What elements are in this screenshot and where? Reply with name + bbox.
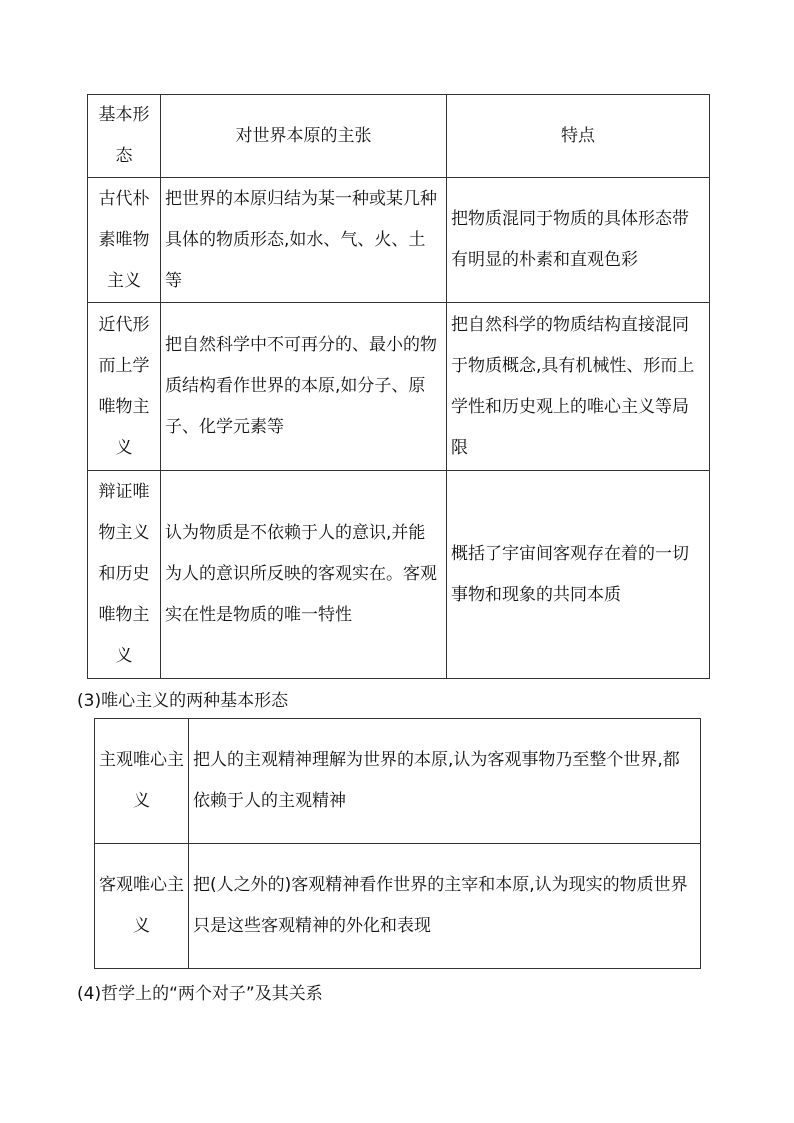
section-4-title: (4)哲学上的“两个对子”及其关系 <box>77 984 323 1004</box>
row-desc: 把人的主观精神理解为世界的本原,认为客观事物乃至整个世界,都依赖于人的主观精神 <box>189 719 701 844</box>
header-feature: 特点 <box>447 95 710 178</box>
table-header-row <box>88 95 710 178</box>
row-feature: 把自然科学的物质结构直接混同于物质概念,具有机械性、形而上学性和历史观上的唯心主义等局限 <box>447 303 710 471</box>
materialism-forms-table <box>87 94 710 679</box>
row-form: 主观唯心主义 <box>95 719 189 844</box>
row-form: 辩证唯物主义和历史唯物主义 <box>88 471 161 679</box>
row-feature: 概括了宇宙间客观存在着的一切事物和现象的共同本质 <box>447 471 710 679</box>
row-desc: 把(人之外的)客观精神看作世界的主宰和本原,认为现实的物质世界只是这些客观精神的外化和表现 <box>189 844 701 969</box>
idealism-forms-table <box>94 718 701 969</box>
header-claim: 对世界本原的主张 <box>161 95 447 178</box>
table-row <box>95 719 701 844</box>
table-row <box>95 844 701 969</box>
row-form: 客观唯心主义 <box>95 844 189 969</box>
table-row <box>88 303 710 471</box>
table-row <box>88 471 710 679</box>
row-claim: 把自然科学中不可再分的、最小的物质结构看作世界的本原,如分子、原子、化学元素等 <box>161 303 447 471</box>
row-form: 古代朴素唯物主义 <box>88 178 161 303</box>
table-row <box>88 178 710 303</box>
row-claim: 把世界的本原归结为某一种或某几种具体的物质形态,如水、气、火、土等 <box>161 178 447 303</box>
row-claim: 认为物质是不依赖于人的意识,并能为人的意识所反映的客观实在。客观实在性是物质的唯一特性 <box>161 471 447 679</box>
row-form: 近代形而上学唯物主义 <box>88 303 161 471</box>
row-feature: 把物质混同于物质的具体形态带有明显的朴素和直观色彩 <box>447 178 710 303</box>
section-3-title: (3)唯心主义的两种基本形态 <box>77 691 289 711</box>
header-form: 基本形态 <box>88 95 161 178</box>
